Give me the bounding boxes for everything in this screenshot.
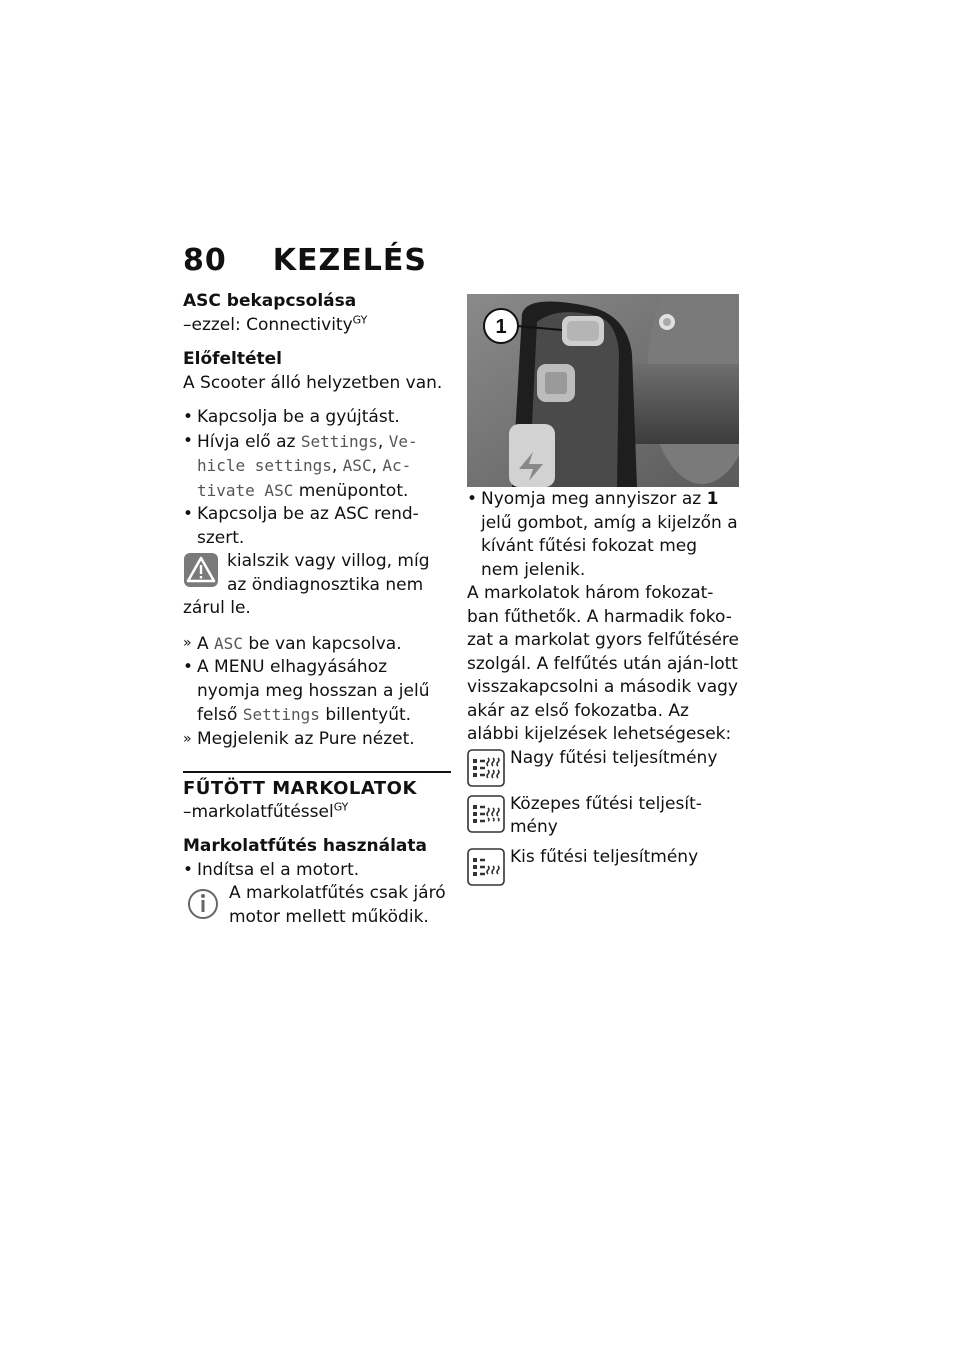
step-bold-1: 1: [706, 489, 719, 509]
page-header: [183, 243, 427, 278]
asc-title: ASC bekapcsolása: [183, 291, 357, 311]
prereq-title: Előfeltétel: [183, 349, 283, 369]
page-number: 80: [183, 243, 227, 278]
step-post: jelű gombot, amíg a kijelzőn a kívánt fűtési fokozat meg nem jelenik.: [481, 512, 738, 580]
asc-step-3: • Kapcsolja be az ASC rend-szert.: [183, 503, 451, 550]
prereq-text: A Scooter álló helyzetben van.: [183, 372, 443, 393]
right-column: [467, 488, 739, 892]
asc-step-2: [183, 430, 451, 504]
level-medium: [467, 793, 739, 840]
left-column: [183, 290, 451, 929]
menu-settings: Settings: [300, 431, 378, 451]
warning-note: [183, 550, 451, 621]
result1-mono: ASC: [214, 633, 243, 653]
warning-triangle-icon: [183, 552, 219, 588]
heated-grip-high-icon: [467, 749, 505, 787]
section-rule: [183, 771, 451, 773]
asc-result-2: » Megjelenik az Pure nézet.: [183, 728, 451, 752]
menu-activate-asc: Ac-tivate ASC: [197, 456, 412, 500]
grips-step-1: • Indítsa el a motort.: [183, 859, 451, 883]
result1-pre: A: [197, 633, 209, 654]
info-text: A markolatfűtés csak járó motor mellett működik.: [229, 883, 446, 927]
grips-section-title: FŰTÖTT MARKOLATOK: [183, 778, 417, 799]
grips-use-title: Markolatfűtés használata: [183, 836, 427, 856]
heated-grip-low-icon: [467, 848, 505, 886]
warning-text: kialszik vagy villog, míg az öndiagnosztika nem zárul le.: [183, 551, 430, 618]
step2-sep2: ,: [331, 456, 338, 476]
grips-equipment: [183, 801, 451, 825]
step4-pre: A MENU elhagyásához nyomja meg hosszan a jelű felső: [197, 657, 430, 725]
level-high-label: Nagy fűtési teljesítmény: [510, 747, 718, 768]
grips-equipment-text: –markolatfűtéssel: [183, 801, 334, 822]
step4-mono: Settings: [242, 705, 320, 724]
grips-step-2: [467, 488, 739, 582]
asc-equipment: [183, 314, 451, 338]
chapter-title: KEZELÉS: [272, 243, 427, 278]
step2-sep1: ,: [377, 431, 384, 452]
heated-grip-medium-icon: [467, 795, 505, 833]
handlebar-switch-photo: [467, 294, 739, 487]
asc-step-4: [183, 656, 451, 728]
photo-callout-1: 1: [495, 316, 507, 338]
level-high: [467, 747, 739, 787]
step2-sep3: ,: [371, 456, 377, 476]
grips-equipment-sup: GY: [333, 799, 349, 813]
info-note: [183, 882, 451, 929]
info-icon: [185, 884, 221, 920]
level-low-label: Kis fűtési teljesítmény: [510, 846, 699, 867]
asc-equipment-sup: GY: [352, 312, 368, 326]
menu-vehicle-settings: Ve-hicle settings: [197, 431, 418, 475]
step-pre: Nyomja meg annyiszor az: [481, 489, 702, 509]
level-medium-label: Közepes fűtési teljesít-mény: [510, 793, 702, 837]
asc-step-1: • Kapcsolja be a gyújtást.: [183, 406, 451, 430]
step2-pre: Hívja elő az: [197, 431, 296, 452]
level-low: [467, 846, 739, 886]
result1-post: be van kapcsolva.: [248, 633, 402, 654]
step2-post: menüpontot.: [298, 480, 409, 501]
grips-paragraph: A markolatok három fokozat-ban fűthetők. A harmadik foko-zat a markolat gyors felfűtésére szolgál. A felfűtés után aján-lott visszakapcsolni a második vagy akár az első fokozatba. Az alábbi kijelzések lehetségesek:: [467, 583, 739, 744]
asc-result-1: [183, 632, 451, 657]
menu-asc: ASC: [342, 456, 372, 475]
step4-post: billentyűt.: [325, 705, 412, 725]
asc-equipment-text: –ezzel: Connectivity: [183, 314, 353, 335]
